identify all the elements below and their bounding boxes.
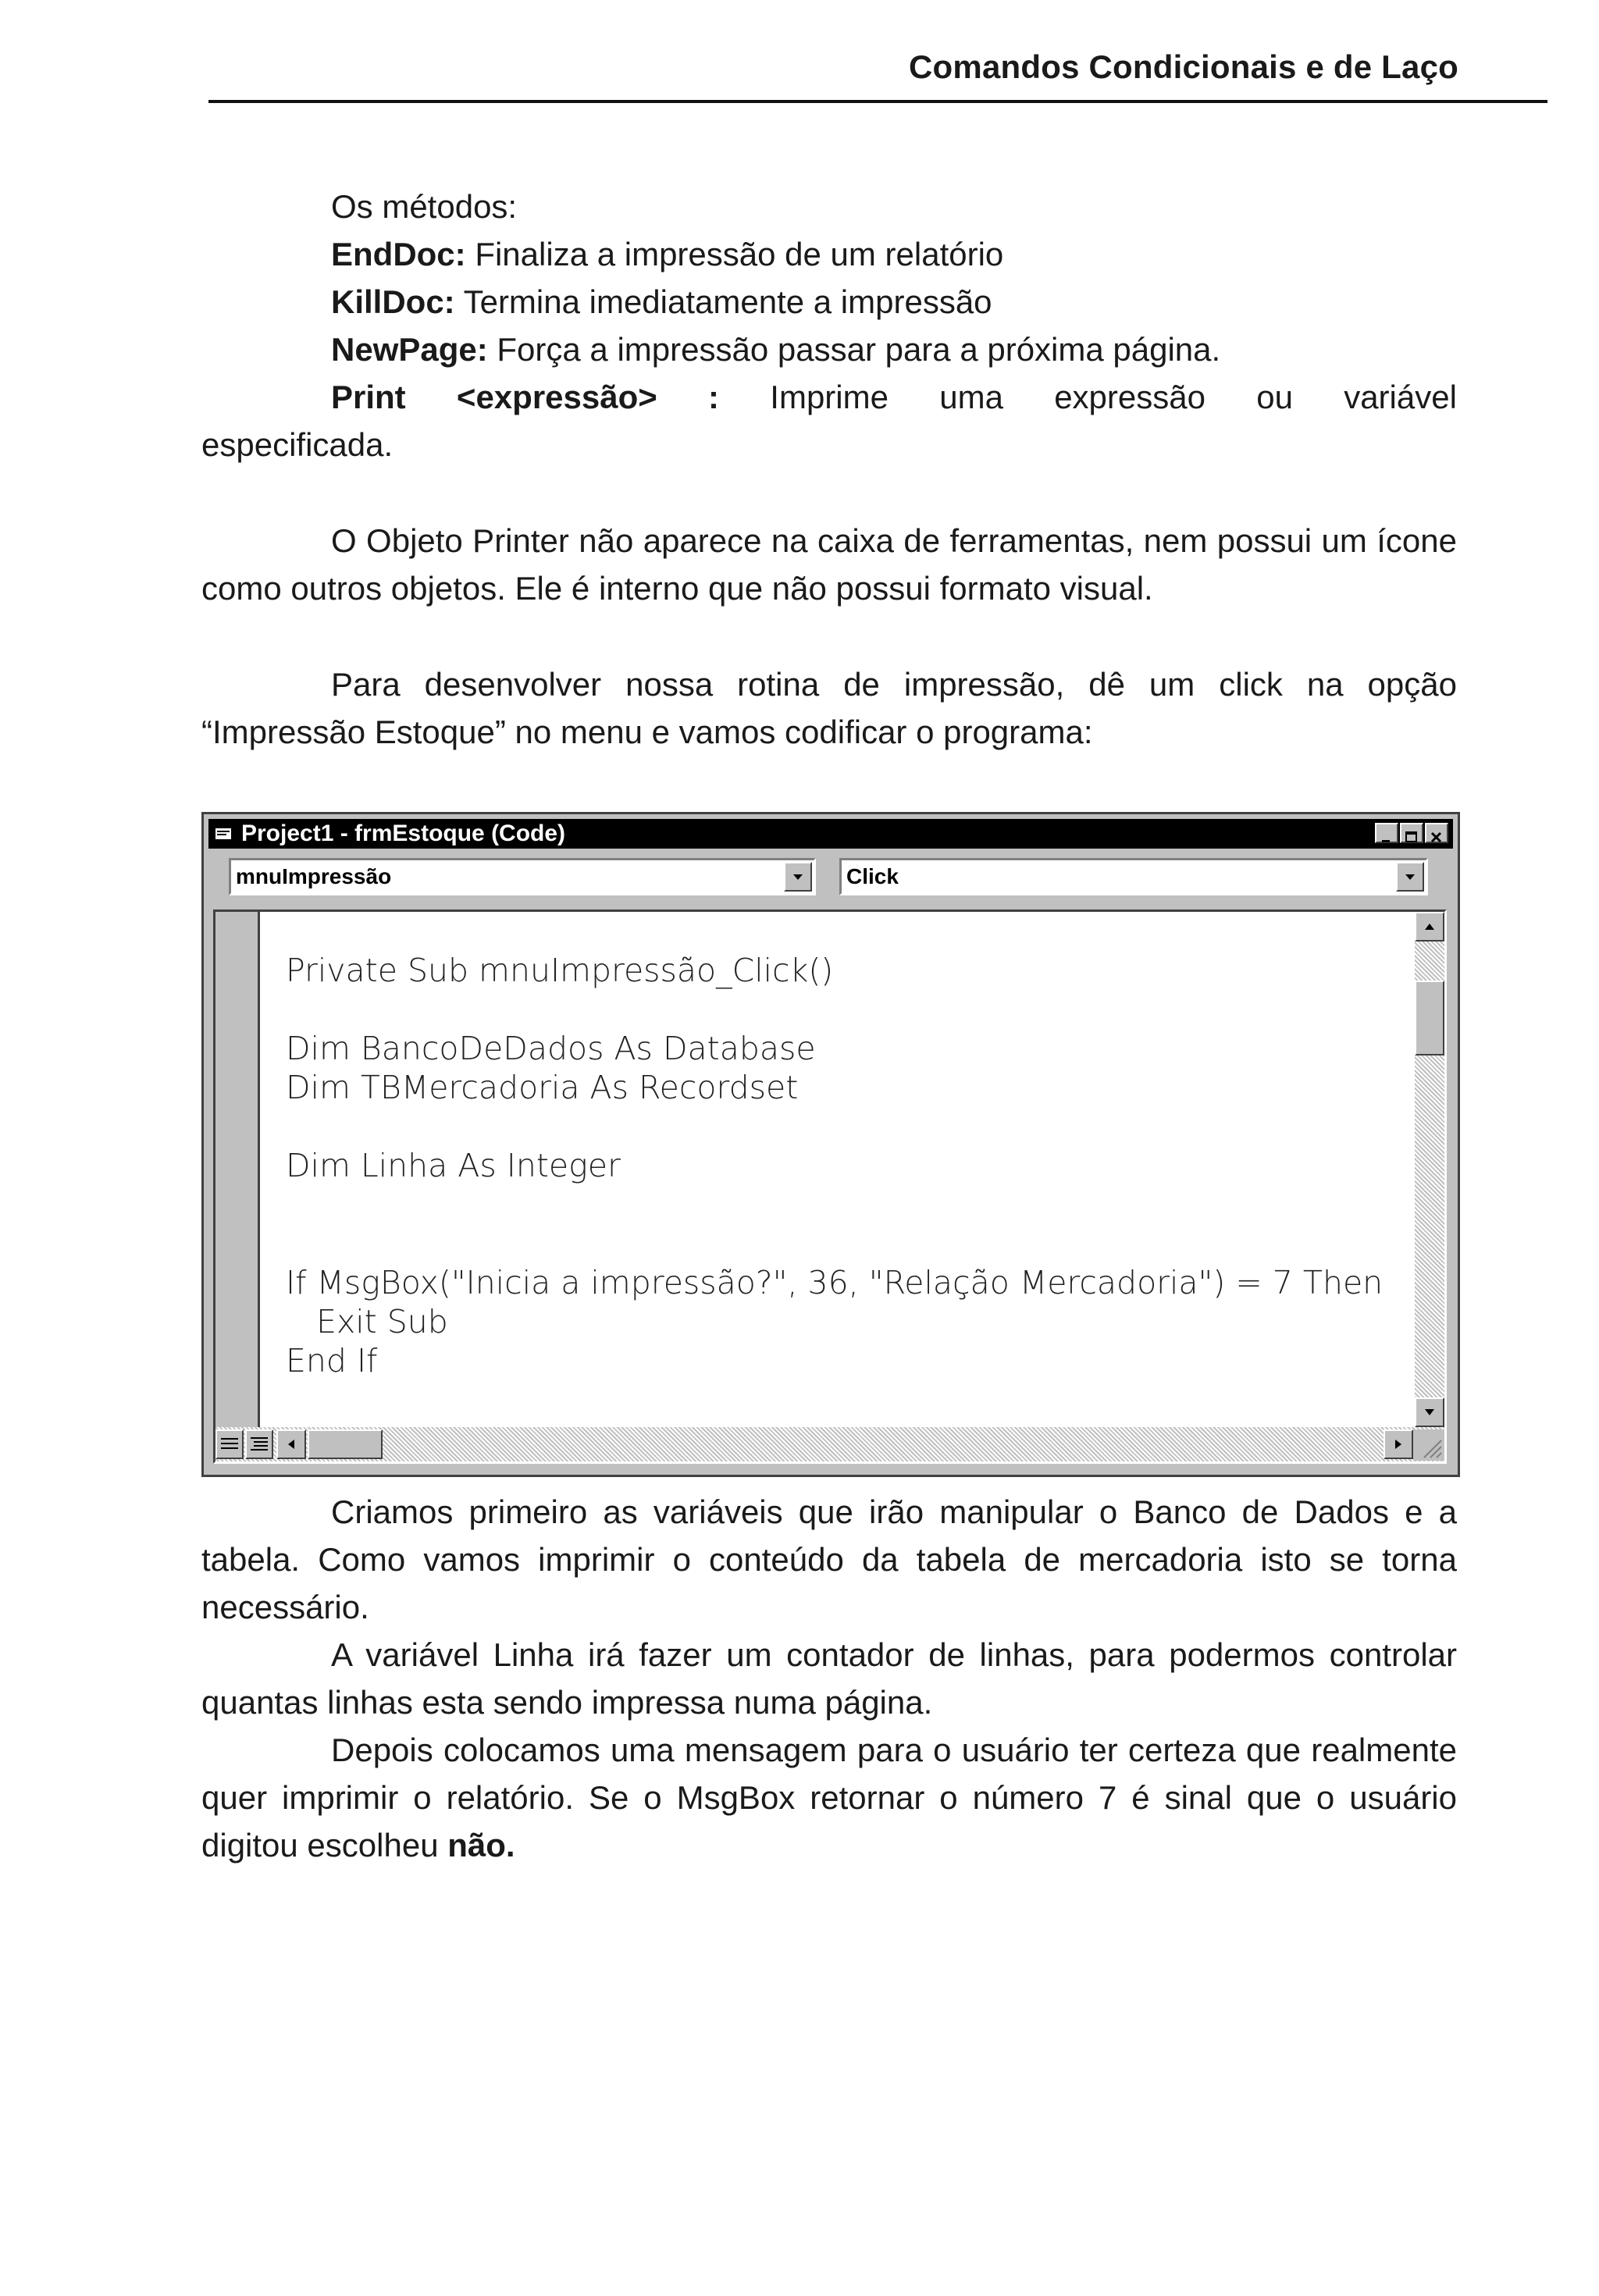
full-module-view-button[interactable] — [245, 1429, 273, 1459]
maximize-button[interactable] — [1400, 823, 1423, 843]
code-text[interactable] — [286, 951, 1383, 1380]
method-newpage: NewPage: Força a impressão passar para a próxima página. — [331, 331, 1221, 368]
after-paragraph-3: Depois colocamos uma mensagem para o usuário ter certeza que realmente quer imprimir o relatório. Se o MsgBox retornar o número 7 é sinal que o usuário digitou escolheu não. — [201, 1732, 1457, 1863]
procedure-combo-value: Click — [846, 864, 899, 888]
procedure-view-icon — [217, 1431, 242, 1458]
code-line[interactable] — [286, 1224, 1383, 1263]
horizontal-scroll-thumb[interactable] — [308, 1429, 383, 1459]
code-line[interactable]: Dim Linha As Integer — [286, 1147, 621, 1184]
code-line[interactable]: End If — [286, 1342, 378, 1379]
close-button[interactable] — [1425, 823, 1448, 843]
procedure-combo[interactable] — [839, 858, 1428, 895]
margin-indicator-bar — [215, 912, 260, 1427]
scroll-right-button[interactable] — [1384, 1429, 1413, 1459]
code-line[interactable]: Dim TBMercadoria As Recordset — [286, 1069, 799, 1106]
object-combo[interactable] — [229, 858, 816, 895]
resize-grip-icon — [1413, 1429, 1444, 1461]
code-line[interactable] — [286, 1107, 1383, 1146]
code-window-icon — [215, 827, 232, 841]
object-combo-value: mnuImpressão — [236, 864, 392, 888]
paragraph-printer-object: O Objeto Printer não aparece na caixa de ferramentas, nem possui um ícone como outros objetos. Ele é interno que não possui formato visual. — [201, 522, 1457, 607]
close-icon — [1426, 829, 1447, 846]
method-killdoc: KillDoc: Termina imediatamente a impressão — [331, 283, 992, 320]
scroll-down-button[interactable] — [1415, 1397, 1444, 1427]
methods-heading: Os métodos: — [331, 188, 518, 225]
arrow-down-icon — [1416, 1399, 1443, 1426]
code-window-title: Project1 - frmEstoque (Code) — [241, 821, 566, 846]
methods-section — [201, 183, 1457, 468]
code-line[interactable]: Exit Sub — [286, 1303, 448, 1340]
code-line[interactable]: Private Sub mnuImpressão_Click() — [286, 952, 834, 989]
code-editor[interactable] — [213, 910, 1447, 1464]
method-print-continuation: especificada. — [201, 426, 394, 463]
scroll-up-button[interactable] — [1415, 912, 1444, 942]
code-line[interactable]: Dim BancoDeDados As Database — [286, 1030, 816, 1067]
code-line[interactable] — [286, 1185, 1383, 1224]
code-window-titlebar[interactable] — [208, 819, 1453, 849]
after-paragraph-1: Criamos primeiro as variáveis que irão manipular o Banco de Dados e a tabela. Como vamos imprimir o conteúdo da tabela de mercadoria isto se torna necessário. — [201, 1493, 1457, 1625]
arrow-right-icon — [1385, 1431, 1412, 1458]
minimize-icon — [1376, 829, 1397, 846]
paragraph-develop-routine: Para desenvolver nossa rotina de impressão, dê um click na opção “Impressão Estoque” no menu e vamos codificar o programa: — [201, 666, 1457, 750]
scroll-left-button[interactable] — [276, 1429, 306, 1459]
code-line[interactable] — [286, 990, 1383, 1029]
maximize-icon — [1401, 829, 1422, 846]
page-header-title: Comandos Condicionais e de Laço — [909, 48, 1458, 85]
header-rule — [208, 100, 1547, 103]
window-controls — [1375, 823, 1448, 843]
horizontal-scrollbar[interactable] — [215, 1427, 1444, 1461]
chevron-down-icon — [785, 863, 810, 890]
arrow-up-icon — [1416, 913, 1443, 940]
full-module-view-icon — [247, 1431, 272, 1458]
code-window — [201, 812, 1460, 1477]
after-paragraph-2: A variável Linha irá fazer um contador de linhas, para podermos controlar quantas linhas esta sendo impressa numa página. — [201, 1636, 1457, 1721]
procedure-combo-dropdown-button[interactable] — [1396, 862, 1424, 892]
code-line[interactable]: If MsgBox("Inicia a impressão?", 36, "Relação Mercadoria") = 7 Then — [286, 1264, 1384, 1301]
vertical-scrollbar[interactable] — [1415, 912, 1444, 1427]
method-enddoc: EndDoc: Finaliza a impressão de um relatório — [331, 236, 1004, 272]
object-combo-dropdown-button[interactable] — [784, 862, 812, 892]
method-print: Print <expressão> : Imprime uma expressão ou variável — [331, 379, 1457, 415]
procedure-view-button[interactable] — [215, 1429, 244, 1459]
chevron-down-icon — [1398, 863, 1423, 890]
minimize-button[interactable] — [1375, 823, 1398, 843]
resize-grip[interactable] — [1413, 1429, 1444, 1461]
vertical-scroll-thumb[interactable] — [1415, 981, 1444, 1055]
arrow-left-icon — [278, 1431, 304, 1458]
